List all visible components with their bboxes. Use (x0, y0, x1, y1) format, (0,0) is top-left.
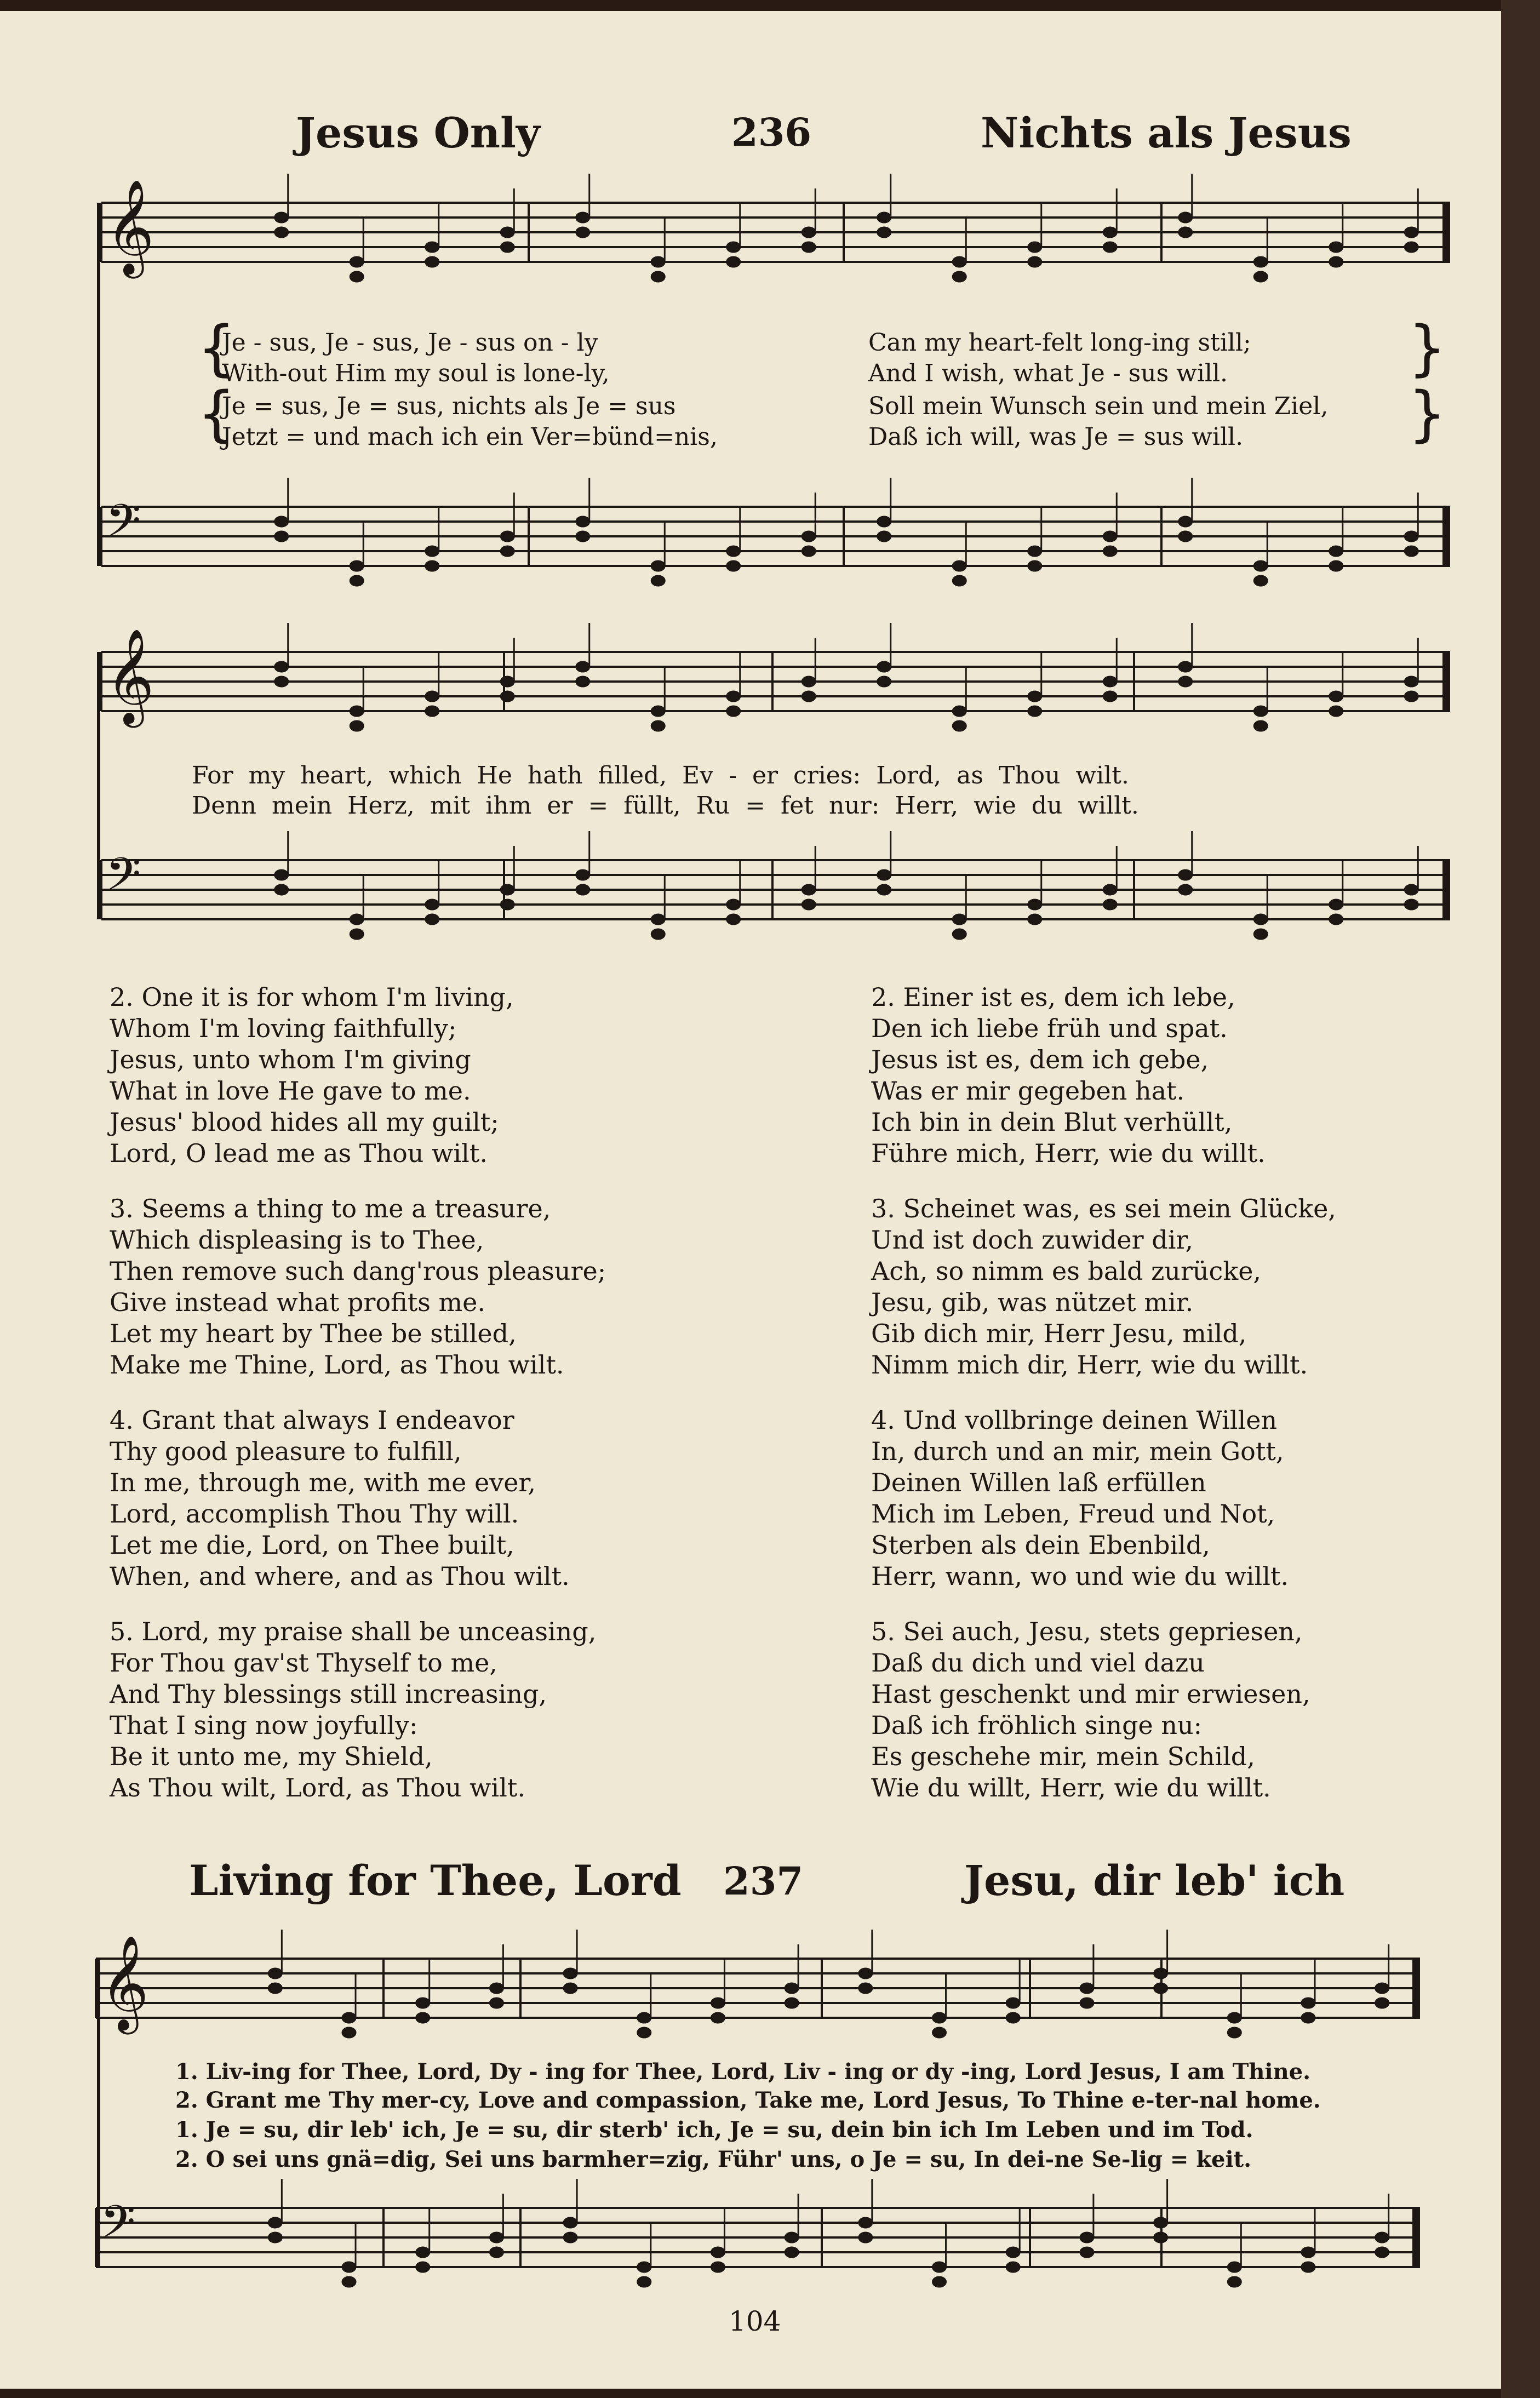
final-bar (1413, 1959, 1419, 2018)
note-head (1006, 1998, 1020, 2008)
note-head (1404, 899, 1418, 910)
note-head (802, 227, 816, 238)
note-head (350, 271, 364, 282)
note-head (637, 2027, 651, 2038)
stanza (871, 1616, 1336, 1804)
note-head (563, 1983, 577, 1994)
note-head (1301, 2012, 1315, 2023)
note-head (802, 691, 816, 702)
note-head (1103, 884, 1117, 895)
verse-line: 3. Scheinet was, es sei mein Glücke, (871, 1194, 1336, 1223)
verse-line: Then remove such dang'rous pleasure; (110, 1256, 606, 1286)
note-head (563, 2217, 577, 2228)
note-head (1404, 884, 1418, 895)
note-head (858, 1968, 873, 1979)
note-head (651, 256, 665, 267)
verse-line: Daß ich fröhlich singe nu: (871, 1710, 1203, 1740)
note-head (350, 706, 364, 717)
note-head (350, 929, 364, 940)
verse-line: 2. One it is for whom I'm living, (110, 982, 514, 1012)
hymnal-page (0, 11, 1501, 2389)
verse-line: Jesu, gib, was nützet mir. (871, 1287, 1194, 1317)
verse-line: When, and where, and as Thou wilt. (110, 1561, 570, 1591)
note-head (1329, 560, 1343, 571)
note-head (416, 2262, 430, 2273)
note-head (576, 869, 590, 880)
note-head (342, 2276, 356, 2287)
note-head (711, 2262, 725, 2273)
note-head (274, 661, 289, 672)
note-head (1178, 516, 1193, 527)
verse-line: Es geschehe mir, mein Schild, (871, 1742, 1255, 1771)
note-head (350, 560, 364, 571)
note-head (1329, 242, 1343, 253)
verse-line: Ach, so nimm es bald zurücke, (871, 1256, 1262, 1286)
note-head (802, 242, 816, 253)
final-bar (1444, 860, 1449, 919)
note-head (425, 242, 439, 253)
note-head (1006, 2262, 1020, 2273)
note-head (637, 2262, 651, 2273)
verse-line: 3. Seems a thing to me a treasure, (110, 1194, 551, 1223)
note-head (1178, 531, 1193, 542)
note-head (576, 516, 590, 527)
note-head (350, 575, 364, 586)
note-head (1028, 899, 1042, 910)
note-head (1178, 884, 1193, 895)
treble-clef-icon: 𝄞 (100, 1935, 149, 2030)
note-head (877, 227, 891, 238)
note-head (952, 575, 966, 586)
note-head (500, 676, 514, 687)
note-head (1253, 256, 1268, 267)
bass-clef-icon: 𝄢 (106, 494, 141, 558)
verse-line: 5. Sei auch, Jesu, stets gepriesen, (871, 1617, 1303, 1646)
note-head (952, 914, 966, 925)
note-head (1329, 691, 1343, 702)
note-head (1404, 676, 1418, 687)
hymn236-number: 236 (731, 110, 812, 155)
note-head (726, 242, 741, 253)
note-head (1301, 2247, 1315, 2258)
note-head (1375, 2232, 1389, 2243)
note-head (1028, 256, 1042, 267)
lyric-line-de: Denn mein Herz, mit ihm er = füllt, Ru = fet nur: Herr, wie du willt. (192, 792, 1139, 820)
note-head (932, 2262, 947, 2273)
lyric-line: Can my heart-felt long-ing still; (868, 329, 1251, 357)
verse-brace: { (197, 379, 236, 449)
note-head (350, 256, 364, 267)
note-head (952, 706, 966, 717)
hymn237-number: 237 (723, 1858, 804, 1904)
note-head (342, 2027, 356, 2038)
verse-line: Führe mich, Herr, wie du willt. (871, 1138, 1266, 1168)
note-head (877, 884, 891, 895)
note-head (342, 2012, 356, 2023)
verse-line: Mich im Leben, Freud und Not, (871, 1499, 1275, 1529)
note-head (1028, 691, 1042, 702)
note-head (425, 691, 439, 702)
note-head (500, 899, 514, 910)
note-head (726, 546, 741, 557)
lyric-line: 2. Grant me Thy mer-cy, Love and compassion, Take me, Lord Jesus, To Thine e-ter-nal home. (175, 2087, 1321, 2113)
verse-line: 5. Lord, my praise shall be unceasing, (110, 1617, 597, 1646)
note-head (1329, 706, 1343, 717)
note-head (268, 1983, 282, 1994)
note-head (858, 2232, 873, 2243)
note-head (425, 899, 439, 910)
note-head (651, 271, 665, 282)
verse-line: Jesus' blood hides all my guilt; (110, 1107, 499, 1137)
note-head (268, 1968, 282, 1979)
note-head (1404, 242, 1418, 253)
note-head (1080, 1998, 1094, 2008)
note-head (1253, 914, 1268, 925)
note-head (802, 676, 816, 687)
verse-line: Jesus, unto whom I'm giving (110, 1045, 471, 1074)
note-head (785, 1983, 799, 1994)
note-head (274, 884, 289, 895)
note-head (1227, 2276, 1241, 2287)
verse-line: Let my heart by Thee be stilled, (110, 1319, 517, 1348)
note-head (416, 1998, 430, 2008)
final-bar (1413, 2208, 1419, 2267)
verse-brace: } (1408, 379, 1446, 449)
verse-line: Make me Thine, Lord, as Thou wilt. (110, 1350, 564, 1380)
note-head (1253, 929, 1268, 940)
verse-brace: } (1408, 313, 1446, 383)
verses-german (871, 982, 1336, 1828)
note-head (500, 546, 514, 557)
note-head (416, 2012, 430, 2023)
note-head (1301, 2262, 1315, 2273)
note-head (1404, 227, 1418, 238)
note-head (425, 560, 439, 571)
note-head (1154, 2232, 1168, 2243)
note-head (1103, 676, 1117, 687)
verse-line: Herr, wann, wo und wie du willt. (871, 1561, 1289, 1591)
note-head (1253, 271, 1268, 282)
note-head (1178, 227, 1193, 238)
verse-line: In me, through me, with me ever, (110, 1468, 536, 1497)
note-head (952, 271, 966, 282)
note-head (651, 575, 665, 586)
verse-line: Jesus ist es, dem ich gebe, (871, 1045, 1209, 1074)
note-head (711, 2247, 725, 2258)
note-head (1227, 2012, 1241, 2023)
lyric-line-de: Daß ich will, was Je = sus will. (868, 423, 1244, 451)
verse-line: That I sing now joyfully: (110, 1710, 418, 1740)
note-head (802, 546, 816, 557)
note-head (425, 546, 439, 557)
stanza (871, 982, 1336, 1169)
note-head (785, 2247, 799, 2258)
note-head (1006, 2012, 1020, 2023)
note-head (1301, 1998, 1315, 2008)
verse-line: Lord, O lead me as Thou wilt. (110, 1138, 488, 1168)
lyric-line: Je - sus, Je - sus, Je - sus on - ly (222, 329, 598, 357)
note-head (489, 2247, 503, 2258)
note-head (651, 914, 665, 925)
note-head (726, 914, 741, 925)
note-head (1375, 2247, 1389, 2258)
note-head (1253, 720, 1268, 731)
verse-line: Was er mir gegeben hat. (871, 1076, 1185, 1106)
verse-line: For Thou gav'st Thyself to me, (110, 1648, 497, 1678)
lyric-line: And I wish, what Je - sus will. (868, 359, 1228, 387)
note-head (274, 516, 289, 527)
verse-line: Den ich liebe früh und spat. (871, 1014, 1228, 1043)
note-head (952, 256, 966, 267)
note-head (350, 720, 364, 731)
note-head (274, 227, 289, 238)
treble-clef-icon: 𝄞 (106, 628, 154, 724)
note-head (1154, 1983, 1168, 1994)
stanza (110, 1616, 606, 1804)
note-head (877, 676, 891, 687)
bass-clef-icon: 𝄢 (100, 2195, 136, 2259)
book-edge (1501, 0, 1540, 2398)
note-head (1103, 242, 1117, 253)
note-head (489, 1998, 503, 2008)
note-head (425, 914, 439, 925)
verse-line: Daß du dich und viel dazu (871, 1648, 1205, 1678)
note-head (711, 2012, 725, 2023)
verse-line: Ich bin in dein Blut verhüllt, (871, 1107, 1233, 1137)
note-head (1006, 2247, 1020, 2258)
note-head (1028, 242, 1042, 253)
note-head (932, 2027, 947, 2038)
lyric-line: 1. Liv-ing for Thee, Lord, Dy - ing for Thee, Lord, Liv - ing or dy -ing, Lord Jesus, I am Thine. (175, 2059, 1311, 2085)
verse-line: 4. Und vollbringe deinen Willen (871, 1405, 1278, 1435)
note-head (1329, 899, 1343, 910)
note-head (1103, 227, 1117, 238)
note-head (726, 560, 741, 571)
verse-line: Gib dich mir, Herr Jesu, mild, (871, 1319, 1247, 1348)
note-head (1103, 546, 1117, 557)
note-head (952, 560, 966, 571)
note-head (1253, 575, 1268, 586)
note-head (651, 929, 665, 940)
note-head (726, 691, 741, 702)
verse-line: Sterben als dein Ebenbild, (871, 1530, 1210, 1560)
note-head (1103, 531, 1117, 542)
stanza (871, 1405, 1336, 1592)
note-head (877, 661, 891, 672)
note-head (500, 884, 514, 895)
note-head (802, 899, 816, 910)
stanza (871, 1193, 1336, 1381)
note-head (785, 2232, 799, 2243)
note-head (1178, 661, 1193, 672)
note-head (489, 2232, 503, 2243)
verse-line: Hast geschenkt und mir erwiesen, (871, 1679, 1310, 1709)
note-head (1329, 914, 1343, 925)
note-head (274, 869, 289, 880)
note-head (1178, 676, 1193, 687)
note-head (274, 531, 289, 542)
verse-line: 2. Einer ist es, dem ich lebe, (871, 982, 1235, 1012)
note-head (877, 869, 891, 880)
note-head (726, 899, 741, 910)
verse-line: Give instead what profits me. (110, 1287, 485, 1317)
note-head (1178, 212, 1193, 223)
note-head (651, 720, 665, 731)
note-head (651, 706, 665, 717)
note-head (274, 212, 289, 223)
note-head (425, 706, 439, 717)
lyric-line-de: Jetzt = und mach ich ein Ver=bünd=nis, (222, 423, 718, 451)
verse-line: Lord, accomplish Thou Thy will. (110, 1499, 519, 1529)
verse-brace: { (197, 313, 236, 383)
note-head (489, 1983, 503, 1994)
note-head (500, 242, 514, 253)
note-head (268, 2232, 282, 2243)
stanza (110, 1405, 606, 1592)
note-head (1253, 706, 1268, 717)
verse-line: 4. Grant that always I endeavor (110, 1405, 514, 1435)
note-head (563, 1968, 577, 1979)
note-head (726, 706, 741, 717)
final-bar (1444, 652, 1449, 711)
verse-line: Whom I'm loving faithfully; (110, 1014, 457, 1043)
verse-line: What in love He gave to me. (110, 1076, 471, 1106)
hymn236-title-en: Jesus Only (296, 108, 541, 157)
note-head (576, 212, 590, 223)
stanza (110, 982, 606, 1169)
verse-line: Und ist doch zuwider dir, (871, 1225, 1193, 1255)
hymn237-title-de: Jesu, dir leb' ich (964, 1856, 1345, 1905)
note-head (1178, 869, 1193, 880)
note-head (877, 531, 891, 542)
note-head (932, 2276, 947, 2287)
stanza (110, 1193, 606, 1381)
hymn236-title-de: Nichts als Jesus (981, 108, 1352, 157)
note-head (1329, 546, 1343, 557)
note-head (416, 2247, 430, 2258)
note-head (1028, 706, 1042, 717)
bass-clef-icon: 𝄢 (106, 848, 141, 912)
note-head (1028, 560, 1042, 571)
note-head (576, 227, 590, 238)
note-head (1080, 2247, 1094, 2258)
note-head (785, 1998, 799, 2008)
verse-line: And Thy blessings still increasing, (110, 1679, 547, 1709)
note-head (726, 256, 741, 267)
note-head (1028, 914, 1042, 925)
note-head (500, 691, 514, 702)
note-head (1253, 560, 1268, 571)
lyric-line-de: Je = sus, Je = sus, nichts als Je = sus (222, 392, 676, 420)
note-head (952, 720, 966, 731)
note-head (576, 661, 590, 672)
note-head (425, 256, 439, 267)
note-head (802, 884, 816, 895)
note-head (1375, 1998, 1389, 2008)
note-head (651, 560, 665, 571)
verse-line: Deinen Willen laß erfüllen (871, 1468, 1206, 1497)
note-head (1080, 2232, 1094, 2243)
verse-line: Nimm mich dir, Herr, wie du willt. (871, 1350, 1308, 1380)
note-head (576, 531, 590, 542)
note-head (1154, 2217, 1168, 2228)
lyric-line-de: 1. Je = su, dir leb' ich, Je = su, dir sterb' ich, Je = su, dein bin ich Im Leben und im Tod. (175, 2117, 1253, 2143)
verse-line: Which displeasing is to Thee, (110, 1225, 484, 1255)
lyric-line-de: Soll mein Wunsch sein und mein Ziel, (868, 392, 1329, 420)
note-head (932, 2012, 947, 2023)
note-head (877, 212, 891, 223)
note-head (858, 2217, 873, 2228)
note-head (1227, 2027, 1241, 2038)
note-head (858, 1983, 873, 1994)
note-head (350, 914, 364, 925)
verse-line: Wie du willt, Herr, wie du willt. (871, 1773, 1271, 1802)
note-head (268, 2217, 282, 2228)
verses-english (110, 982, 606, 1828)
note-head (637, 2012, 651, 2023)
lyric-line: For my heart, which He hath filled, Ev - er cries: Lord, as Thou wilt. (192, 762, 1129, 789)
verse-line: In, durch und an mir, mein Gott, (871, 1436, 1284, 1466)
verse-line: Let me die, Lord, on Thee built, (110, 1530, 514, 1560)
note-head (1329, 256, 1343, 267)
note-head (1103, 899, 1117, 910)
note-head (1404, 531, 1418, 542)
page-number: 104 (729, 2305, 781, 2337)
note-head (500, 227, 514, 238)
note-head (563, 2232, 577, 2243)
lyric-line: With-out Him my soul is lone-ly, (222, 359, 610, 387)
final-bar (1444, 203, 1449, 262)
note-head (1154, 1968, 1168, 1979)
verse-line: As Thou wilt, Lord, as Thou wilt. (110, 1773, 525, 1802)
note-head (1375, 1983, 1389, 1994)
note-head (711, 1998, 725, 2008)
note-head (342, 2262, 356, 2273)
note-head (576, 884, 590, 895)
note-head (1103, 691, 1117, 702)
note-head (576, 676, 590, 687)
note-head (802, 531, 816, 542)
hymn237-title-en: Living for Thee, Lord (189, 1856, 682, 1905)
note-head (274, 676, 289, 687)
note-head (952, 929, 966, 940)
lyric-line-de: 2. O sei uns gnä=dig, Sei uns barmher=zig, Führ' uns, o Je = su, In dei-ne Se-lig = keit. (175, 2147, 1252, 2172)
note-head (1404, 546, 1418, 557)
note-head (1028, 546, 1042, 557)
note-head (1404, 691, 1418, 702)
note-head (1227, 2262, 1241, 2273)
final-bar (1444, 507, 1449, 566)
verse-line: Thy good pleasure to fulfill, (110, 1436, 462, 1466)
note-head (500, 531, 514, 542)
treble-clef-icon: 𝄞 (106, 179, 154, 274)
note-head (637, 2276, 651, 2287)
note-head (1080, 1983, 1094, 1994)
note-head (877, 516, 891, 527)
verse-line: Be it unto me, my Shield, (110, 1742, 433, 1771)
